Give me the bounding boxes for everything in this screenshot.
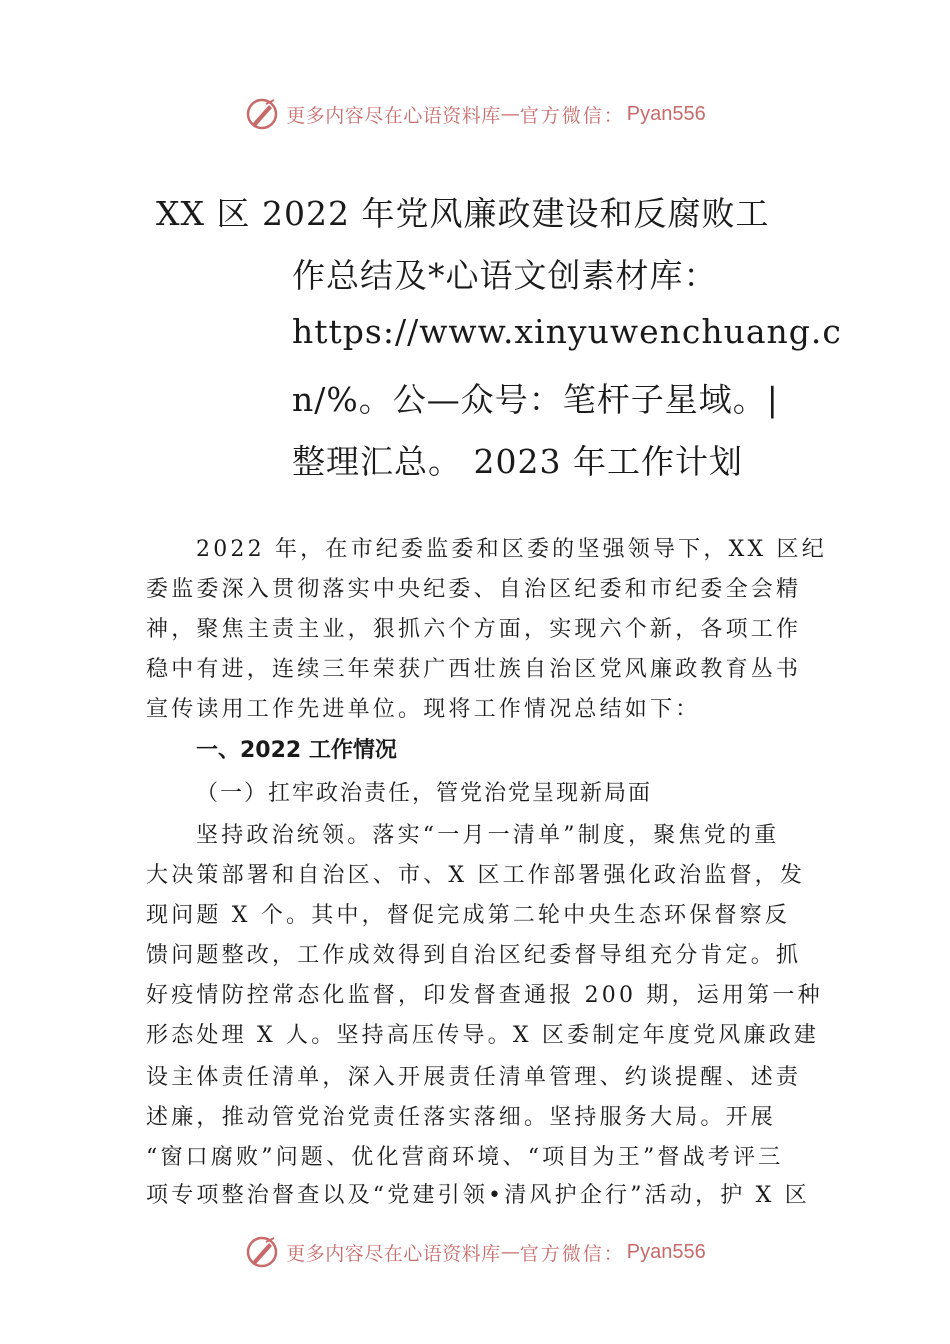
body-line: 馈问题整改，工作成效得到自治区纪委督导组充分肯定。抓: [146, 943, 802, 968]
body-line: “窗口腐败”问题、优化营商环境、“项目为王”督战考评三: [146, 1145, 784, 1170]
body-line: 现问题 X 个。其中，督促完成第二轮中央生态环保督察反: [146, 903, 791, 928]
watermark-dash: —: [500, 103, 520, 125]
title-line: 整理汇总。 2023 年工作计划: [292, 442, 743, 481]
body-line: 项专项整治督查以及“党建引领•清风护企行”活动，护 X 区: [146, 1183, 810, 1208]
watermark-dash: —: [500, 1241, 520, 1263]
watermark-wechat-id: Pyan556: [626, 1240, 706, 1263]
section-heading: 一、2022 工作情况: [196, 738, 397, 763]
section-subheading: （一）扛牢政治责任，管党治党呈现新局面: [196, 781, 653, 806]
watermark-text: 更多内容尽在心语资料库: [286, 104, 501, 127]
title-line: n/%。公—众号：笔杆子星域。|: [292, 380, 779, 419]
watermark-text: 更多内容尽在心语资料库: [286, 1242, 501, 1265]
watermark-wechat-label: 官方微信：: [519, 104, 625, 127]
pen-logo-icon: [244, 1234, 280, 1270]
body-line: 形态处理 X 人。坚持高压传导。X 区委制定年度党风廉政建: [146, 1023, 820, 1048]
watermark-banner-bottom: [0, 1232, 950, 1272]
title-line: XX 区 2022 年党风廉政建设和反腐败工: [156, 194, 770, 233]
watermark-banner-top: [0, 94, 950, 134]
watermark-wechat-id: Pyan556: [626, 102, 706, 125]
intro-line: 2022 年，在市纪委监委和区委的坚强领导下，XX 区纪: [196, 537, 827, 562]
pen-logo-icon: [244, 96, 280, 132]
title-line: https://www.xinyuwenchuang.c: [292, 312, 842, 351]
body-line: 设主体责任清单，深入开展责任清单管理、约谈提醒、述责: [146, 1065, 802, 1090]
watermark-wechat-label: 官方微信：: [519, 1242, 625, 1265]
intro-line: 稳中有进，连续三年荣获广西壮族自治区党风廉政教育丛书: [146, 657, 802, 682]
intro-line: 宣传读用工作先进单位。现将工作情况总结如下：: [146, 697, 701, 722]
body-line: 大决策部署和自治区、市、X 区工作部署强化政治监督，发: [146, 863, 806, 888]
intro-line: 委监委深入贯彻落实中央纪委、自治区纪委和市纪委全会精: [146, 577, 802, 602]
body-line: 坚持政治统领。落实“一月一清单”制度，聚焦党的重: [196, 823, 780, 848]
body-line: 好疫情防控常态化监督，印发督查通报 200 期，运用第一种: [146, 983, 823, 1008]
title-line: 作总结及*心语文创素材库：: [292, 256, 718, 295]
body-line: 述廉，推动管党治党责任落实落细。坚持服务大局。开展: [146, 1105, 777, 1130]
intro-line: 神，聚焦主责主业，狠抓六个方面，实现六个新，各项工作: [146, 617, 802, 642]
